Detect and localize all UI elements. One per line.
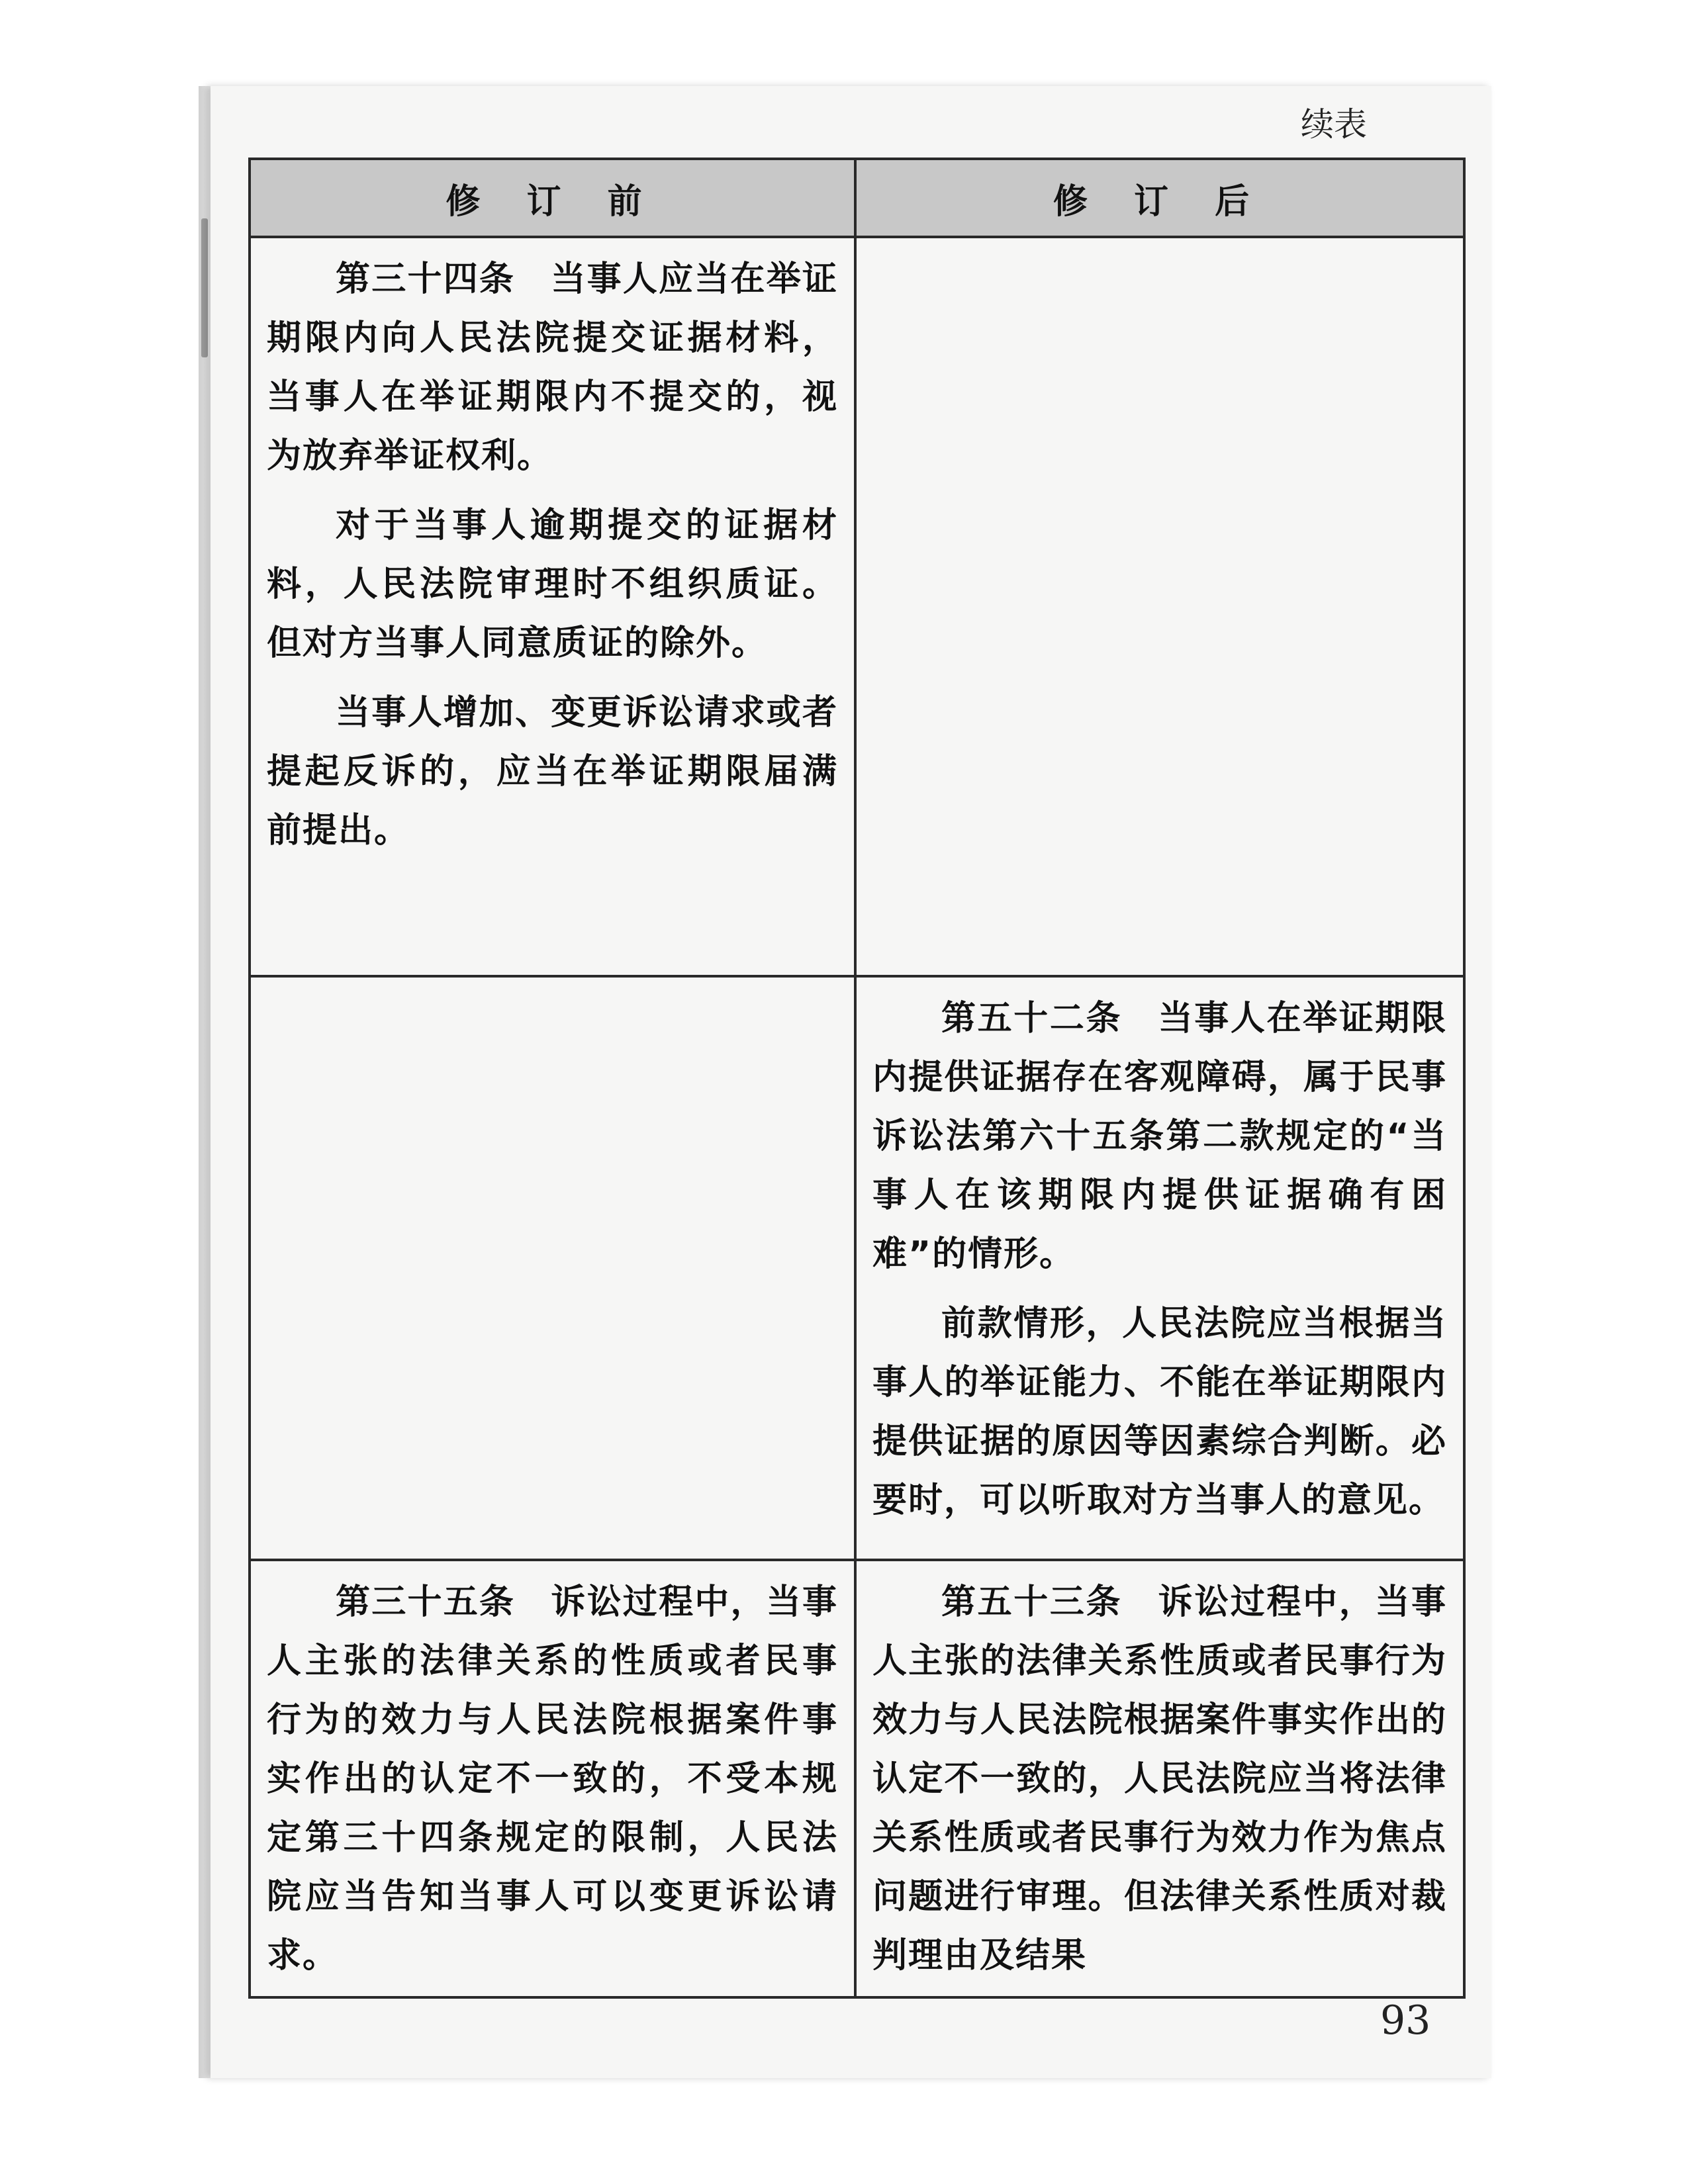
book-spine-shadow <box>199 86 212 2078</box>
table-row <box>250 1560 1464 1997</box>
binding-mark <box>201 218 208 357</box>
header-after: 修 订 后 <box>855 159 1464 237</box>
table-row <box>250 237 1464 976</box>
cell-after <box>855 1560 1464 1997</box>
cell-before-empty <box>250 976 855 1560</box>
paragraph: 当事人增加、变更诉讼请求或者提起反诉的，应当在举证期限届满前提出。 <box>267 693 838 850</box>
paragraph: 第三十五条 诉讼过程中，当事人主张的法律关系的性质或者民事行为的效力与人民法院根据案件事实作出的认定不一致的，不受本规定第三十四条规定的限制，人民法院应当告知当事人可以变更诉讼请求。 <box>267 1582 838 1976</box>
paragraph: 第五十三条 诉讼过程中，当事人主张的法律关系性质或者民事行为效力与人民法院根据案件事实作出的认定不一致的，人民法院应当将法律关系性质或者民事行为效力作为焦点问题进行审理。但法律关系性质对裁判理由及结果 <box>872 1582 1447 1976</box>
paragraph: 对于当事人逾期提交的证据材料，人民法院审理时不组织质证。但对方当事人同意质证的除外。 <box>267 506 838 663</box>
header-before: 修 订 前 <box>250 159 855 237</box>
paragraph: 第三十四条 当事人应当在举证期限内向人民法院提交证据材料，当事人在举证期限内不提交的，视为放弃举证权利。 <box>267 259 838 476</box>
cell-before <box>250 1560 855 1997</box>
continued-label: 续表 <box>1301 105 1367 144</box>
cell-before <box>250 237 855 976</box>
table-row <box>250 976 1464 1560</box>
paragraph: 前款情形，人民法院应当根据当事人的举证能力、不能在举证期限内提供证据的原因等因素综合判断。必要时，可以听取对方当事人的意见。 <box>872 1304 1447 1520</box>
page-number: 93 <box>1380 1997 1431 2044</box>
cell-after <box>855 976 1464 1560</box>
revision-comparison-table <box>248 158 1466 1999</box>
cell-after-empty <box>855 237 1464 976</box>
paragraph: 第五十二条 当事人在举证期限内提供证据存在客观障碍，属于民事诉讼法第六十五条第二款规定的“当事人在该期限内提供证据确有困难”的情形。 <box>872 999 1447 1274</box>
table-header-row <box>250 159 1464 237</box>
